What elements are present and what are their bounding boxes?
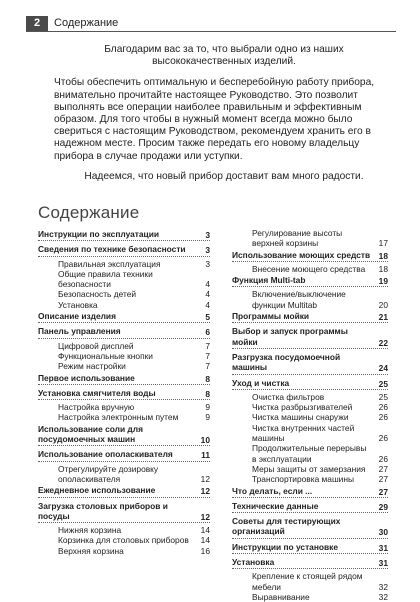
toc-subsection-entry[interactable] [38, 412, 210, 422]
toc-entry-title: Описание изделия [38, 311, 116, 322]
toc-entry-page: 27 [378, 463, 388, 474]
toc-entry-title: Первое использование [38, 372, 135, 383]
toc-entry-title: Ежедневное использование [38, 485, 156, 496]
toc-entry-title: Меры защиты от замерзания [252, 463, 366, 474]
toc-entry-title: Разгрузка посудомоечной машины [232, 351, 341, 373]
toc-subsection-entry[interactable] [232, 392, 388, 402]
toc-section-entry[interactable] [232, 541, 388, 554]
toc-entry-page: 12 [200, 473, 210, 484]
toc-entry-title: Советы для тестирующих организаций [232, 516, 341, 537]
toc-subsection-entry[interactable] [38, 361, 210, 371]
toc-section-entry[interactable] [232, 325, 388, 349]
toc-entry-title: Панель управления [38, 326, 121, 337]
toc-section-entry[interactable] [232, 500, 388, 513]
toc-title: Содержание [38, 203, 140, 222]
toc-entry-page: 32 [378, 581, 388, 592]
toc-subsection-entry[interactable] [38, 269, 210, 290]
toc-entry-title: Регулирование высоты верхней корзины [252, 228, 343, 249]
intro-paragraph-thanks: Благодарим вас за то, что выбрали одно из наших высококачественных изделий. [104, 44, 344, 68]
toc-subsection-entry[interactable] [232, 443, 388, 464]
toc-entry-title: Транспортировка машины [252, 474, 355, 485]
toc-entry-title: Чистка машины снаружи [252, 412, 349, 423]
toc-subsection-entry[interactable] [232, 412, 388, 422]
toc-entry-title: Программы мойки [232, 311, 310, 322]
toc-entry-title: Настройка электронным путем [58, 412, 179, 423]
toc-section-entry[interactable] [38, 325, 210, 338]
toc-section-entry[interactable] [232, 556, 388, 569]
toc-entry-title: Включение/выключение функции Multitab [252, 289, 346, 310]
toc-entry-title: Безопасность детей [58, 289, 137, 300]
toc-entry-title: Правильная эксплуатация [58, 258, 161, 269]
toc-entry-page: 27 [378, 486, 388, 497]
toc-entry-title: Функциональные кнопки [58, 350, 153, 361]
toc-subsection-entry[interactable] [232, 592, 388, 602]
toc-entry-title: Выравнивание [252, 591, 310, 602]
toc-entry-page: 16 [200, 545, 210, 556]
toc-entry-title: Чистка внутренних частей машины [252, 422, 355, 444]
toc-entry-title: Крепление к стоящей рядом мебели [252, 571, 363, 592]
toc-entry-title: Установка смягчителя воды [38, 387, 156, 398]
toc-entry-page: 10 [200, 435, 210, 446]
page-number-badge: 2 [26, 16, 48, 31]
toc-entry-page: 6 [205, 327, 210, 338]
toc-entry-page: 5 [205, 312, 210, 323]
toc-entry-title: Корзинка для столовых приборов [58, 535, 189, 546]
toc-subsection-entry[interactable] [38, 525, 210, 535]
toc-section-entry[interactable] [232, 377, 388, 390]
toc-entry-page: 14 [200, 535, 210, 546]
toc-entry-title: Что делать, если ... [232, 485, 313, 496]
toc-subsection-entry[interactable] [38, 351, 210, 361]
intro-paragraph-wish: Надеемся, что новый прибор доставит вам много радости. [84, 170, 364, 182]
toc-section-entry[interactable] [232, 249, 388, 262]
toc-entry-page: 20 [378, 299, 388, 310]
toc-entry-page: 8 [205, 373, 210, 384]
toc-column-left [38, 228, 210, 556]
toc-subsection-entry[interactable] [232, 402, 388, 412]
toc-entry-title: Внесение моющего средства [252, 263, 366, 274]
toc-entry-page: 24 [378, 363, 388, 374]
toc-subsection-entry[interactable] [38, 341, 210, 351]
toc-entry-page: 25 [378, 378, 388, 389]
toc-section-entry[interactable] [38, 243, 210, 256]
toc-subsection-entry[interactable] [38, 289, 210, 299]
toc-entry-title: Использование моющих средств [232, 249, 371, 260]
toc-entry-title: Выбор и запуск программы мойки [232, 326, 348, 347]
toc-subsection-entry[interactable] [38, 546, 210, 556]
toc-entry-page: 19 [378, 276, 388, 287]
toc-subsection-entry[interactable] [232, 228, 388, 249]
toc-entry-page: 29 [378, 501, 388, 512]
toc-section-entry[interactable] [232, 485, 388, 498]
toc-entry-title: Чистка разбрызгивателей [252, 402, 353, 413]
toc-entry-page: 31 [378, 542, 388, 553]
page-header [0, 16, 420, 32]
toc-entry-title: Общие правила техники безопасности [58, 268, 153, 290]
toc-entry-page: 22 [378, 337, 388, 348]
toc-entry-page: 25 [378, 391, 388, 402]
toc-entry-title: Функция Multi-tab [232, 275, 306, 286]
toc-entry-page: 32 [378, 591, 388, 602]
toc-entry-page: 7 [205, 361, 210, 372]
toc-section-entry[interactable] [38, 484, 210, 497]
toc-entry-page: 4 [205, 279, 210, 290]
toc-entry-page: 18 [378, 250, 388, 261]
toc-subsection-entry[interactable] [232, 464, 388, 474]
toc-subsection-entry[interactable] [232, 264, 388, 274]
toc-entry-page: 4 [205, 289, 210, 300]
toc-entry-title: Установка [232, 557, 275, 568]
toc-entry-page: 3 [205, 258, 210, 269]
toc-entry-title: Настройка вручную [58, 402, 135, 413]
toc-section-entry[interactable] [232, 515, 388, 539]
toc-subsection-entry[interactable] [38, 535, 210, 545]
toc-section-entry[interactable] [38, 423, 210, 447]
toc-entry-page: 9 [205, 402, 210, 413]
toc-section-entry[interactable] [38, 448, 210, 461]
toc-entry-page: 21 [378, 312, 388, 323]
toc-subsection-entry[interactable] [232, 571, 388, 592]
toc-entry-title: Загрузка столовых приборов и посуды [38, 500, 168, 521]
toc-entry-page: 11 [201, 450, 210, 461]
toc-subsection-entry[interactable] [38, 464, 210, 485]
toc-entry-page: 7 [205, 350, 210, 361]
toc-entry-page: 26 [378, 453, 388, 464]
toc-entry-title: Очистка фильтров [252, 391, 325, 402]
toc-entry-title: Технические данные [232, 500, 319, 511]
toc-section-entry[interactable] [38, 500, 210, 524]
toc-entry-title: Режим настройки [58, 361, 126, 372]
toc-section-entry[interactable] [38, 387, 210, 400]
toc-section-entry[interactable] [232, 310, 388, 323]
toc-column-right [232, 228, 388, 602]
toc-entry-title: Использование соли для посудомоечных машин [38, 423, 143, 445]
intro-paragraph-instructions: Чтобы обеспечить оптимальную и бесперебойную работу прибора, внимательно прочитайте настоящее Руководство. Это позволит выполнять все операции наиболее правильным и эффективным образом. Для того чтобы в нужный момент всегда можно было свериться с настоящим Руководством, рекомендуем хранить его в надежном месте. Просим также передать его новому владельцу прибора в случае продажи или уступки. [54, 77, 375, 162]
toc-section-entry[interactable] [232, 351, 388, 375]
toc-entry-page: 3 [205, 230, 210, 240]
toc-entry-page: 7 [205, 340, 210, 351]
toc-entry-page: 17 [378, 238, 388, 249]
toc-section-entry[interactable] [38, 310, 210, 323]
toc-entry-page: 18 [378, 263, 388, 274]
toc-entry-page: 27 [378, 474, 388, 485]
toc-entry-title: Инструкции по установке [232, 541, 339, 552]
toc-section-entry[interactable] [38, 372, 210, 385]
toc-entry-title: Уход и чистка [232, 377, 290, 388]
toc-subsection-entry[interactable] [232, 423, 388, 444]
toc-entry-page: 30 [378, 527, 388, 538]
toc-entry-title: Отрегулируйте дозировку ополаскивателя [58, 463, 159, 484]
header-divider [26, 31, 396, 32]
toc-entry-page: 26 [378, 433, 388, 444]
toc-entry-title: Нижняя корзина [58, 525, 122, 536]
toc-entry-page: 4 [205, 299, 210, 310]
toc-entry-page: 12 [200, 486, 210, 497]
toc-entry-page: 12 [200, 511, 210, 522]
toc-entry-title: Инструкции по эксплуатации [38, 229, 160, 239]
toc-subsection-entry[interactable] [38, 259, 210, 269]
toc-section-entry[interactable] [232, 274, 388, 287]
toc-entry-page: 8 [205, 388, 210, 399]
toc-section-entry[interactable] [38, 228, 210, 241]
toc-subsection-entry[interactable] [38, 402, 210, 412]
toc-entry-title: Сведения по технике безопасности [38, 244, 186, 255]
toc-entry-page: 26 [378, 402, 388, 413]
toc-entry-page: 14 [200, 525, 210, 536]
toc-entry-title: Верхняя корзина [58, 545, 124, 556]
toc-entry-title: Продолжительные перерывы в эксплуатации [252, 443, 367, 464]
toc-subsection-entry[interactable] [232, 289, 388, 310]
toc-entry-page: 3 [205, 245, 210, 256]
header-title: Содержание [54, 17, 119, 29]
toc-subsection-entry[interactable] [38, 300, 210, 310]
toc-subsection-entry[interactable] [232, 474, 388, 484]
toc-entry-title: Использование ополаскивателя [38, 449, 173, 460]
toc-entry-title: Установка [58, 299, 98, 310]
intro-text [54, 44, 394, 192]
toc-entry-page: 31 [378, 558, 388, 569]
toc-entry-title: Цифровой дисплей [58, 340, 134, 351]
toc-entry-page: 9 [205, 412, 210, 423]
toc-entry-page: 26 [378, 412, 388, 423]
